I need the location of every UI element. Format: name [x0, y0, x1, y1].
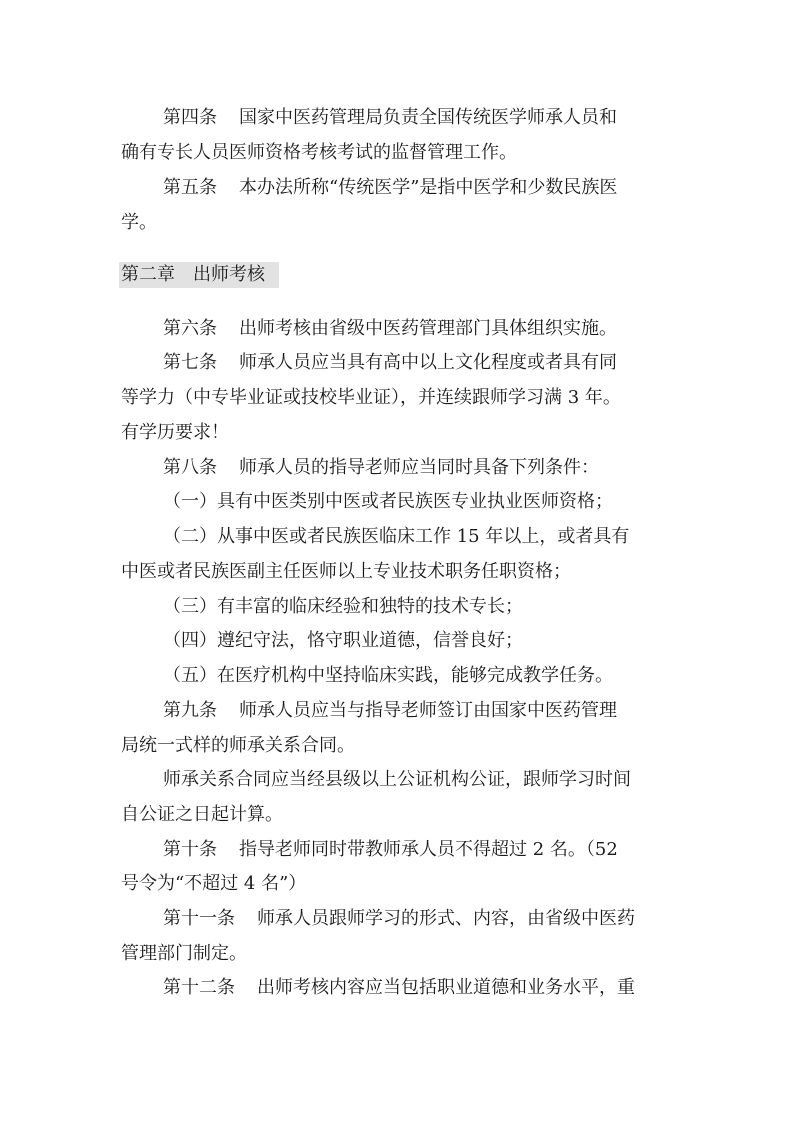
list-item-2: （二）从事中医或者民族医临床工作 15 年以上，或者具有: [163, 526, 630, 547]
article-12-number: 第十二条: [163, 977, 235, 998]
chapter-title: 出师考核: [193, 264, 265, 285]
list-item-4: （四）遵纪守法，恪守职业道德，信誉良好；: [163, 630, 523, 651]
article-4-line-1: 第四条 国家中医药管理局负责全国传统医学师承人员和: [163, 107, 617, 128]
list-item-2-continued: 中医或者民族医副主任医师以上专业技术职务任职资格；: [121, 561, 571, 582]
chapter-heading: [121, 264, 265, 286]
article-6-number: 第六条: [163, 318, 217, 339]
article-7-line-1: 第七条 师承人员应当具有高中以上文化程度或者具有同: [163, 352, 617, 373]
list-item-1: （一）具有中医类别中医或者民族医专业执业医师资格；: [163, 491, 613, 512]
list-item-5: （五）在医疗机构中坚持临床实践，能够完成教学任务。: [163, 665, 613, 686]
article-5-number: 第五条: [163, 177, 217, 198]
article-11-line-1: 第十一条 师承人员跟师学习的形式、内容，由省级中医药: [163, 908, 635, 929]
article-11-line-2: 管理部门制定。: [121, 943, 247, 964]
article-12-line-1: 第十二条 出师考核内容应当包括职业道德和业务水平，重: [163, 977, 635, 998]
article-4-number: 第四条: [163, 107, 217, 128]
article-11-number: 第十一条: [163, 908, 235, 929]
article-10-line-1: 第十条 指导老师同时带教师承人员不得超过 2 名。（52: [163, 839, 618, 860]
article-5-line-2: 学。: [121, 212, 157, 233]
article-7-line-2: 等学力（中专毕业证或技校毕业证），并连续跟师学习满 3 年。: [121, 387, 621, 408]
list-item-3: （三）有丰富的临床经验和独特的技术专长；: [163, 596, 523, 617]
article-9-line-1: 第九条 师承人员应当与指导老师签订由国家中医药管理: [163, 700, 617, 721]
article-9-number: 第九条: [163, 700, 217, 721]
article-7-line-3: 有学历要求！: [121, 422, 229, 443]
article-7-number: 第七条: [163, 352, 217, 373]
article-9-line-2: 局统一式样的师承关系合同。: [121, 735, 355, 756]
article-4-line-2: 确有专长人员医师资格考核考试的监督管理工作。: [121, 142, 517, 163]
contract-paragraph-line-2: 自公证之日起计算。: [121, 804, 283, 825]
contract-paragraph-line-1: 师承关系合同应当经县级以上公证机构公证，跟师学习时间: [163, 769, 631, 790]
chapter-number: 第二章: [121, 264, 175, 285]
article-6-line-1: 第六条 出师考核由省级中医药管理部门具体组织实施。: [163, 318, 617, 339]
article-8-number: 第八条: [163, 457, 217, 478]
article-5-line-1: 第五条 本办法所称“传统医学”是指中医学和少数民族医: [163, 177, 618, 198]
article-10-number: 第十条: [163, 839, 217, 860]
article-8-line-1: 第八条 师承人员的指导老师应当同时具备下列条件：: [163, 457, 599, 478]
article-10-line-2: 号令为“不超过 4 名”）: [121, 873, 307, 894]
